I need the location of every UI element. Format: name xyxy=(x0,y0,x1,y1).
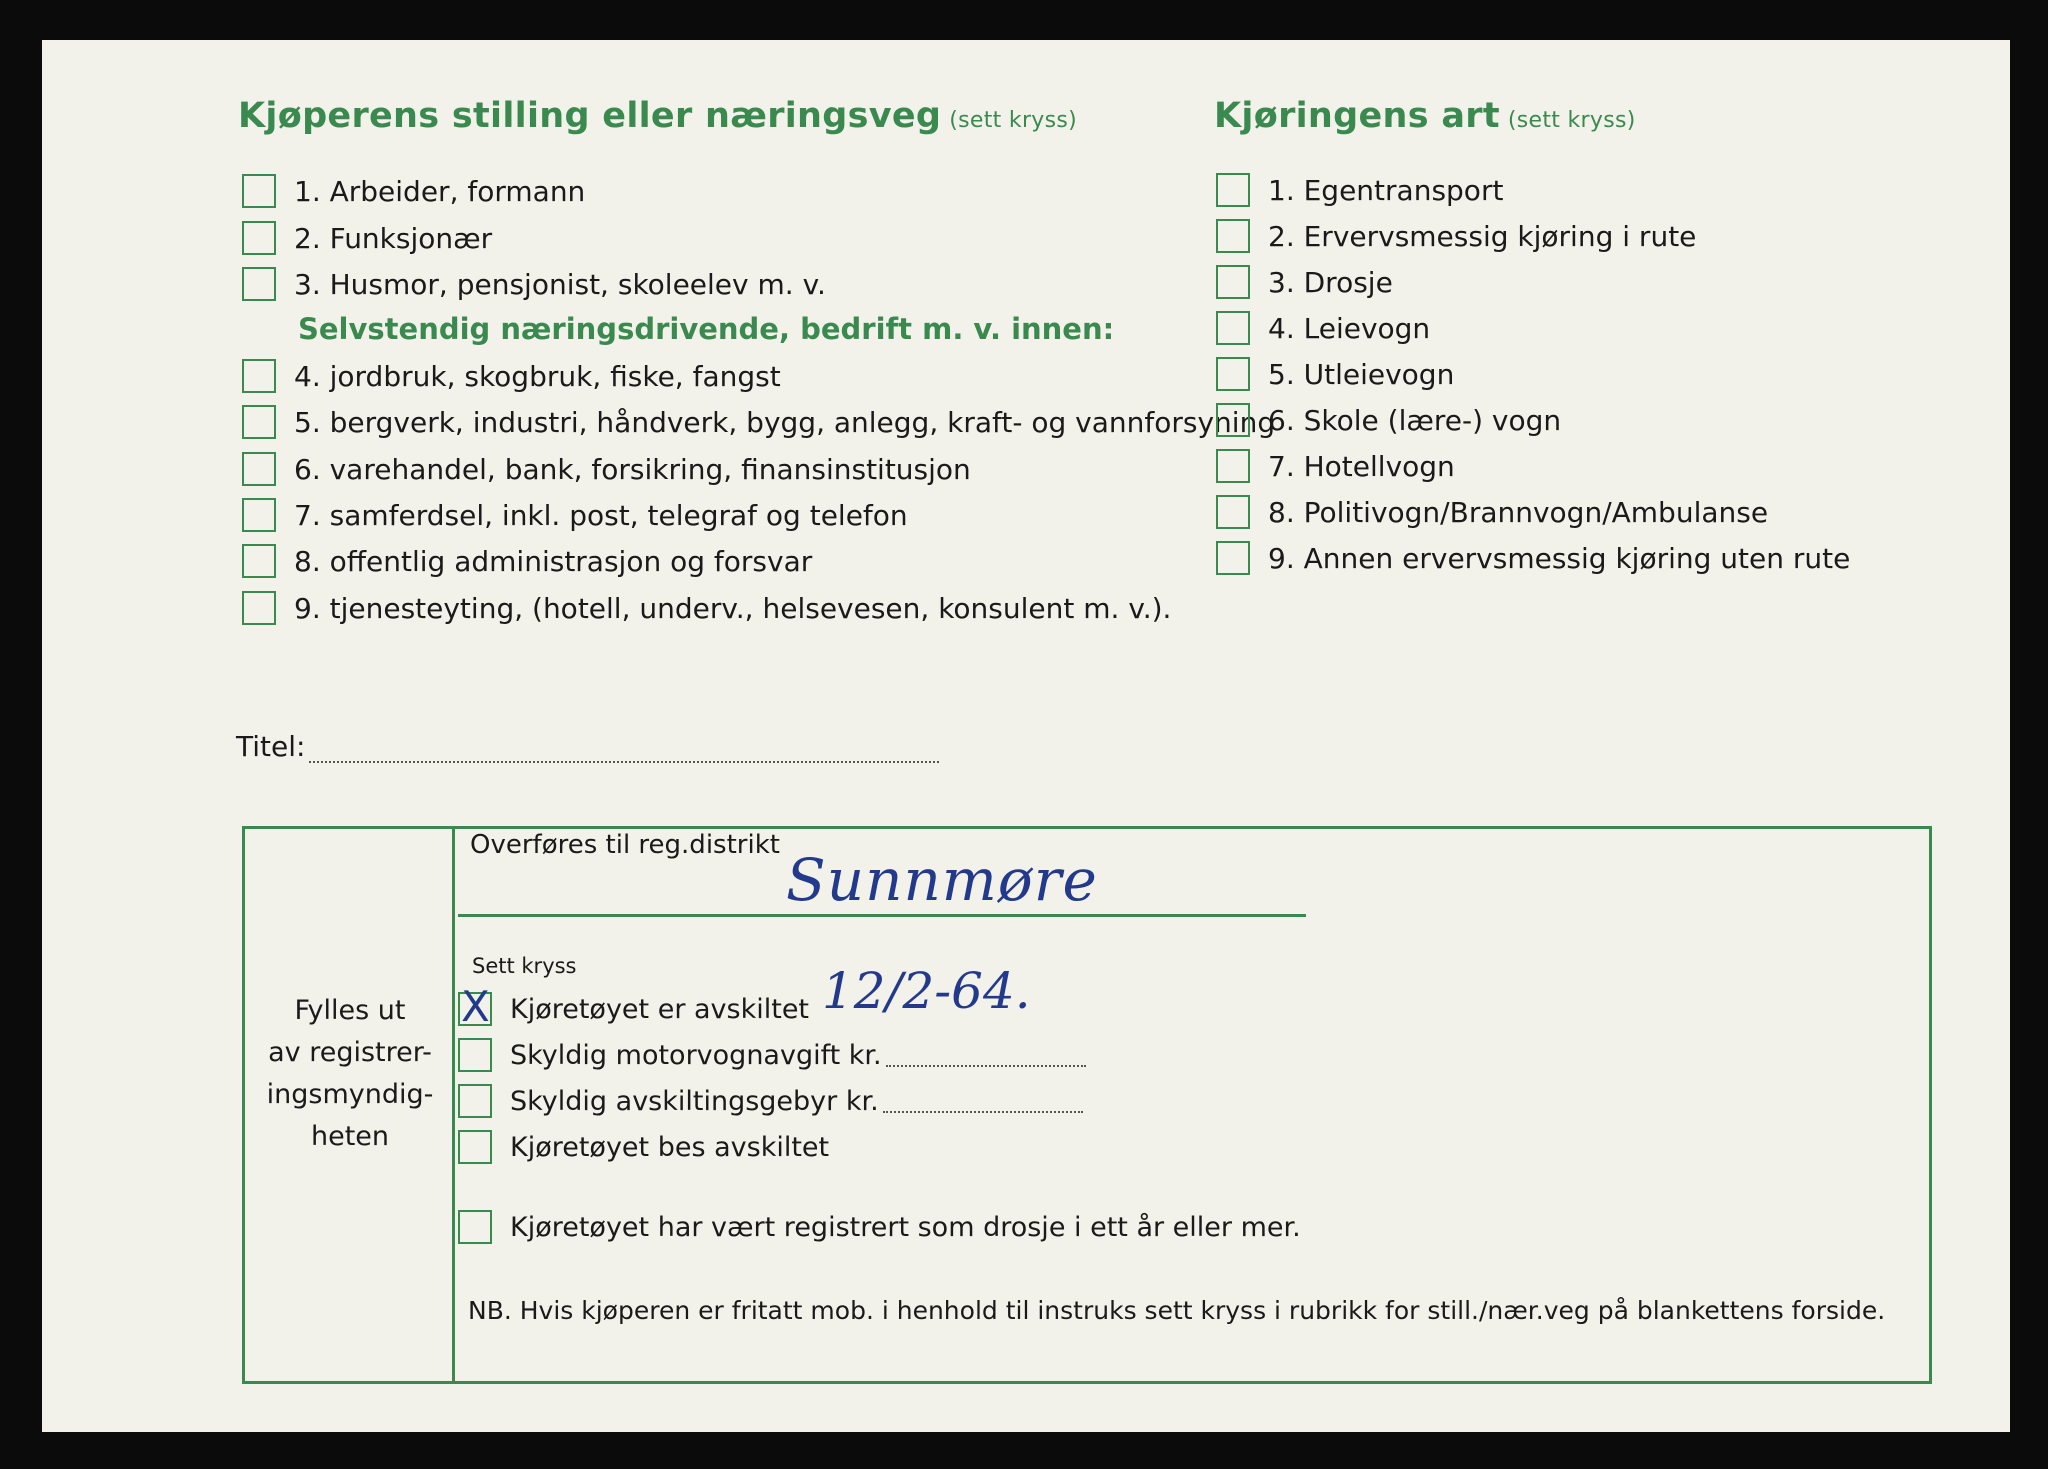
driving-type-option-6[interactable] xyxy=(1216,403,1561,437)
left-title-note: (sett kryss) xyxy=(949,108,1078,133)
option-label: 1. Egentransport xyxy=(1268,173,1504,207)
left-label-line: heten xyxy=(310,1121,390,1152)
option-label: 4. Leievogn xyxy=(1268,311,1431,345)
occupation-option-3[interactable] xyxy=(242,267,826,301)
option-label: 6. Skole (lære-) vogn xyxy=(1268,403,1562,437)
office-left-label xyxy=(250,990,450,1158)
occupation-option-7[interactable] xyxy=(242,498,908,532)
option-label: 1. Arbeider, formann xyxy=(294,174,586,208)
driving-type-option-1[interactable] xyxy=(1216,173,1503,207)
option-label: 8. offentlig administrasjon og forsvar xyxy=(294,544,813,578)
option-label: Kjøretøyet bes avskiltet xyxy=(510,1131,830,1163)
option-label: 9. tjenesteyting, (hotell, underv., helsevesen, konsulent m. v.). xyxy=(294,591,1172,625)
amount-dotted-line xyxy=(886,1043,1086,1067)
option-label: 2. Ervervsmessig kjøring i rute xyxy=(1268,219,1697,253)
checkbox[interactable] xyxy=(242,452,276,486)
checkbox[interactable] xyxy=(458,1038,492,1072)
sett-kryss-label: Sett kryss xyxy=(472,954,577,978)
checkbox[interactable] xyxy=(1216,173,1250,207)
option-label: 5. Utleievogn xyxy=(1268,357,1455,391)
left-label-line: ingsmyndig- xyxy=(266,1079,434,1110)
check-bes-avskiltet[interactable] xyxy=(458,1130,829,1164)
checkbox[interactable] xyxy=(1216,265,1250,299)
right-title-note: (sett kryss) xyxy=(1507,108,1636,133)
checkbox[interactable] xyxy=(1216,357,1250,391)
checkbox[interactable] xyxy=(458,1084,492,1118)
self-employed-subheading: Selvstendig næringsdrivende, bedrift m. v. innen: xyxy=(298,312,1115,346)
checkbox[interactable] xyxy=(242,221,276,255)
option-label: 3. Drosje xyxy=(1268,265,1393,299)
checkbox[interactable] xyxy=(1216,403,1250,437)
nb-note: NB. Hvis kjøperen er fritatt mob. i henhold til instruks sett kryss i rubrikk for still./nær.veg på blankettens forside. xyxy=(468,1296,1886,1325)
checkbox[interactable] xyxy=(1216,495,1250,529)
amount-dotted-line xyxy=(883,1089,1083,1113)
titel-dotted-line xyxy=(309,739,939,763)
option-label: Skyldig motorvognavgift kr. xyxy=(510,1039,882,1071)
titel-field[interactable] xyxy=(236,730,939,763)
check-avskiltingsgebyr[interactable] xyxy=(458,1084,1083,1118)
option-label: 7. Hotellvogn xyxy=(1268,449,1455,483)
option-label: 7. samferdsel, inkl. post, telegraf og telefon xyxy=(294,498,908,532)
option-label: 2. Funksjonær xyxy=(294,221,493,255)
driving-type-option-7[interactable] xyxy=(1216,449,1455,483)
checkbox[interactable] xyxy=(1216,311,1250,345)
check-motorvognavgift[interactable] xyxy=(458,1038,1086,1072)
option-label: 6. varehandel, bank, forsikring, finansinstitusjon xyxy=(294,452,971,486)
checkbox[interactable] xyxy=(1216,219,1250,253)
option-label: Kjøretøyet er avskiltet xyxy=(510,993,810,1025)
driving-type-option-8[interactable] xyxy=(1216,495,1768,529)
occupation-option-9[interactable] xyxy=(242,591,1171,625)
office-box-divider xyxy=(452,826,455,1384)
option-label: 8. Politivogn/Brannvogn/Ambulanse xyxy=(1268,495,1769,529)
option-label: 4. jordbruk, skogbruk, fiske, fangst xyxy=(294,359,781,393)
driving-type-option-2[interactable] xyxy=(1216,219,1696,253)
right-section-title xyxy=(1214,96,1636,136)
occupation-option-2[interactable] xyxy=(242,221,492,255)
option-label: 3. Husmor, pensjonist, skoleelev m. v. xyxy=(294,267,826,301)
driving-type-option-9[interactable] xyxy=(1216,541,1850,575)
checkbox[interactable] xyxy=(242,267,276,301)
checkbox[interactable] xyxy=(1216,449,1250,483)
checkbox[interactable] xyxy=(242,591,276,625)
checkbox[interactable] xyxy=(242,174,276,208)
checkbox[interactable] xyxy=(242,405,276,439)
option-label: 5. bergverk, industri, håndverk, bygg, anlegg, kraft- og vannforsyning xyxy=(294,405,1276,439)
checkbox[interactable] xyxy=(458,1210,492,1244)
checkbox[interactable] xyxy=(242,498,276,532)
checkbox[interactable] xyxy=(458,1130,492,1164)
checkbox[interactable] xyxy=(242,544,276,578)
checkbox-checked[interactable] xyxy=(458,982,492,1031)
left-label-line: av registrer- xyxy=(268,1037,432,1068)
transfer-district-handwritten: Sunnmøre xyxy=(786,846,1098,914)
occupation-option-6[interactable] xyxy=(242,452,971,486)
checkbox[interactable] xyxy=(1216,541,1250,575)
titel-label: Titel: xyxy=(236,730,306,763)
right-title-text: Kjøringens art xyxy=(1214,96,1500,136)
driving-type-option-3[interactable] xyxy=(1216,265,1393,299)
occupation-option-1[interactable] xyxy=(242,174,585,208)
date-handwritten: 12/2-64. xyxy=(822,962,1031,1020)
left-section-title xyxy=(238,96,1077,136)
option-label: Skyldig avskiltingsgebyr kr. xyxy=(510,1085,879,1117)
check-mark: X xyxy=(461,982,490,1031)
occupation-option-4[interactable] xyxy=(242,359,781,393)
option-label: Kjøretøyet har vært registrert som drosje i ett år eller mer. xyxy=(510,1211,1301,1243)
transfer-label: Overføres til reg.distrikt xyxy=(470,830,780,860)
left-title-text: Kjøperens stilling eller næringsveg xyxy=(238,96,942,136)
checkbox[interactable] xyxy=(242,359,276,393)
occupation-option-5[interactable] xyxy=(242,405,1275,439)
check-avskiltet[interactable] xyxy=(458,982,810,1031)
option-label: 9. Annen ervervsmessig kjøring uten rute xyxy=(1268,541,1851,575)
left-label-line: Fylles ut xyxy=(294,995,406,1026)
check-drosje-registered[interactable] xyxy=(458,1210,1301,1244)
occupation-option-8[interactable] xyxy=(242,544,812,578)
transfer-underline xyxy=(458,914,1306,917)
driving-type-option-4[interactable] xyxy=(1216,311,1430,345)
driving-type-option-5[interactable] xyxy=(1216,357,1454,391)
